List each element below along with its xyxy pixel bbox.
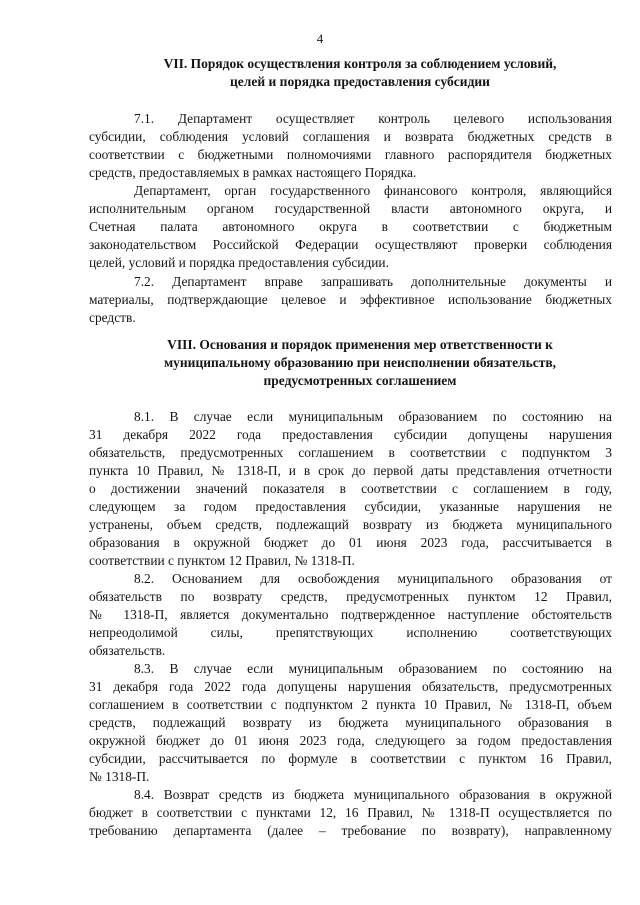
text-line: 8.1. В случае если муниципальным образованием по состоянию на — [134, 409, 612, 424]
section-8-title-line: предусмотренных соглашением — [263, 373, 457, 388]
text-line: 8.2. Основанием для освобождения муниципального образования от — [134, 571, 612, 586]
text-line: следующем за годом предоставления субсидии, указанные нарушения не — [89, 499, 612, 514]
text-line: соглашением в соответствии с подпунктом 2 пункта 10 Правил, № 1318-П, объем — [89, 697, 612, 712]
section-8-title-line: муниципальному образованию при неисполнении обязательств, — [163, 355, 557, 370]
text-line: 31 декабря 2022 года предоставления субсидии допущены нарушения — [89, 427, 612, 442]
text-line: требованию департамента (далее – требование по возврату), направленному — [89, 823, 612, 838]
text-line: материалы, подтверждающие целевое и эффективное использование бюджетных — [89, 292, 612, 307]
text-line: Счетная палата автономного округа в соответствии с бюджетным — [89, 219, 612, 234]
text-line: исполнительным органом государственной власти автономного округа, и — [89, 201, 612, 216]
text-line: субсидии, рассчитывается по формуле в соответствии с пунктом 16 Правил, — [89, 751, 612, 766]
text-line: Департамент, орган государственного финансового контроля, являющийся — [134, 183, 612, 198]
section-8-title-line: VIII. Основания и порядок применения мер ответственности к — [167, 337, 553, 352]
text-line: средств. — [89, 310, 136, 325]
section-7-title — [90, 55, 630, 91]
text-line: 7.2. Департамент вправе запрашивать дополнительные документы и — [134, 274, 612, 289]
text-line: непреодолимой силы, препятствующих исполнению соответствующих — [89, 625, 612, 640]
text-line: № 1318-П. — [89, 769, 150, 784]
text-line: законодательством Российской Федерации осуществляют проверки соблюдения — [89, 237, 612, 252]
section-7-title-line: целей и порядка предоставления субсидии — [230, 74, 490, 89]
page-number: 4 — [316, 31, 324, 46]
text-line: 7.1. Департамент осуществляет контроль целевого использования — [134, 111, 612, 126]
text-line: обязательств по возврату средств, предусмотренных пунктом 12 Правил, — [89, 589, 612, 604]
text-line: соответствии с бюджетными полномочиями главного распорядителя бюджетных — [89, 147, 612, 162]
text-line: средств, предоставляемых в рамках настоящего Порядка. — [89, 165, 417, 180]
text-line: пункта 10 Правил, № 1318-П, и в срок до первой даты представления отчетности — [89, 463, 612, 478]
text-line: 31 декабря года 2022 года допущены нарушения обязательств, предусмотренных — [89, 679, 612, 694]
text-line: образования в окружной бюджет до 01 июня 2023 года, рассчитывается в — [89, 535, 612, 550]
text-line: средств, подлежащий возврату из бюджета муниципального образования в — [89, 715, 612, 730]
text-line: субсидии, соблюдения условий соглашения и возврата бюджетных средств в — [89, 129, 612, 144]
section-7-title-line: VII. Порядок осуществления контроля за соблюдением условий, — [163, 56, 557, 71]
text-line: о достижении значений показателя в соответствии с соглашением в году, — [89, 481, 612, 496]
text-line: 8.3. В случае если муниципальным образованием по состоянию на — [134, 661, 612, 676]
text-line: окружной бюджет до 01 июня 2023 года, следующего за годом предоставления — [89, 733, 612, 748]
text-line: целей, условий и порядка предоставления субсидии. — [89, 255, 389, 270]
text-line: обязательств, предусмотренных соглашением в соответствии с подпунктом 3 — [89, 445, 612, 460]
text-line: обязательств. — [89, 643, 166, 658]
text-line: 8.4. Возврат средств из бюджета муниципального образования в окружной — [134, 787, 612, 802]
text-line: устранены, объем средств, подлежащий возврату из бюджета муниципального — [89, 517, 612, 532]
section-8-title — [90, 336, 630, 390]
text-line: № 1318-П, является документально подтвержденное наступление обстоятельств — [89, 607, 612, 622]
text-line: соответствии с пунктом 12 Правил, № 1318-П. — [89, 553, 355, 568]
text-line: бюджет в соответствии с пунктами 12, 16 Правил, № 1318-П осуществляется по — [89, 805, 612, 820]
